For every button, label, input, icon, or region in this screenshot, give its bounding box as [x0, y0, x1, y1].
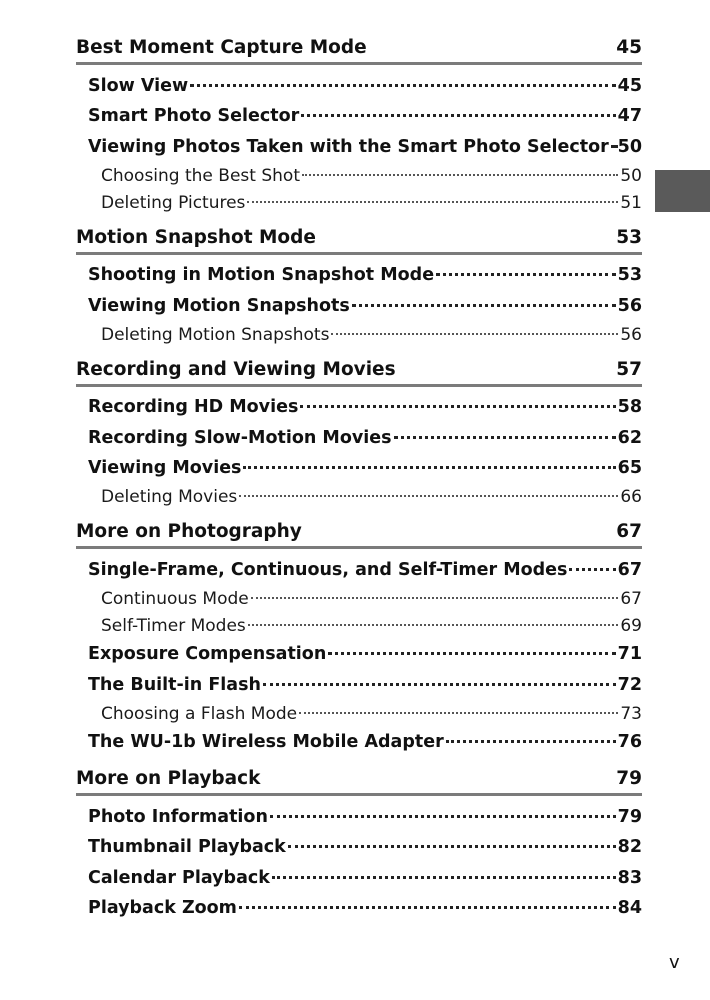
toc-section	[76, 356, 642, 511]
dot-leader	[251, 580, 619, 599]
dot-leader	[302, 157, 618, 176]
entry-title: Thumbnail Playback	[88, 837, 286, 857]
toc-section	[76, 34, 642, 216]
entry-page-number: 67	[620, 588, 642, 609]
entry-title: Playback Zoom	[88, 898, 237, 918]
entry-title: Deleting Pictures	[101, 192, 246, 213]
section-heading[interactable]	[76, 34, 642, 65]
entry-title: Choosing the Best Shot	[101, 165, 300, 186]
entry-page-number: 50	[620, 165, 642, 186]
entry-title: Deleting Movies	[101, 487, 238, 507]
table-of-contents	[76, 34, 642, 931]
entry-page-number: 65	[617, 458, 642, 478]
entry-title: Smart Photo Selector	[88, 106, 300, 126]
dot-leader	[270, 797, 616, 818]
entry-title: Recording HD Movies	[88, 397, 299, 417]
dot-leader	[272, 858, 616, 879]
entry-title: Calendar Playback	[88, 867, 270, 888]
dot-leader	[436, 256, 616, 277]
entry-page-number: 83	[617, 867, 642, 888]
entry-title: Viewing Motion Snapshots	[88, 295, 350, 316]
section-page-number: 79	[616, 768, 642, 789]
entry-page-number: 73	[620, 703, 642, 724]
toc-entry[interactable]	[76, 727, 642, 758]
section-page-number: 53	[616, 226, 642, 248]
toc-entry[interactable]	[76, 101, 642, 132]
dot-leader	[331, 316, 618, 335]
entry-page-number: 62	[617, 427, 642, 448]
section-title: Best Moment Capture Mode	[76, 37, 367, 58]
section-page-number: 45	[616, 37, 642, 58]
dot-leader	[352, 286, 616, 307]
entry-page-number: 69	[620, 615, 642, 636]
entry-page-number: 53	[617, 265, 642, 285]
section-heading[interactable]	[76, 356, 642, 387]
dot-leader	[300, 388, 615, 409]
chapter-thumb-tab	[655, 170, 710, 212]
toc-section	[76, 765, 642, 923]
dot-leader	[299, 695, 618, 714]
entry-title: Exposure Compensation	[88, 644, 327, 664]
section-title: More on Playback	[76, 768, 261, 789]
entry-title: The WU-1b Wireless Mobile Adapter	[88, 732, 444, 752]
toc-subentry[interactable]	[76, 483, 642, 510]
dot-leader	[611, 127, 616, 148]
entry-page-number: 56	[617, 295, 642, 316]
entry-page-number: 58	[617, 397, 642, 417]
dot-leader	[247, 184, 618, 203]
dot-leader	[446, 723, 616, 744]
entry-page-number: 82	[617, 837, 642, 857]
dot-leader	[569, 550, 615, 571]
section-page-number: 57	[616, 358, 642, 380]
entry-page-number: 71	[617, 644, 642, 664]
entry-page-number: 45	[617, 75, 642, 96]
section-heading[interactable]	[76, 765, 642, 796]
section-title: Recording and Viewing Movies	[76, 358, 396, 380]
toc-entry[interactable]	[76, 893, 642, 924]
entry-title: Shooting in Motion Snapshot Mode	[88, 265, 435, 285]
page-number: v	[669, 952, 680, 973]
entry-title: Choosing a Flash Mode	[101, 703, 298, 724]
entry-page-number: 76	[617, 732, 642, 752]
section-page-number: 67	[616, 521, 642, 542]
entry-page-number: 72	[617, 674, 642, 695]
entry-title: Single-Frame, Continuous, and Self-Timer Modes	[88, 559, 568, 580]
dot-leader	[239, 478, 618, 497]
toc-subentry[interactable]	[76, 321, 642, 348]
dot-leader	[243, 449, 615, 470]
toc-section	[76, 224, 642, 348]
section-title: More on Photography	[76, 521, 302, 542]
dot-leader	[263, 665, 616, 686]
entry-title: Recording Slow-Motion Movies	[88, 427, 392, 448]
toc-subentry[interactable]	[76, 189, 642, 216]
entry-page-number: 47	[617, 106, 642, 126]
entry-title: Continuous Mode	[101, 588, 249, 609]
entry-title: Self-Timer Modes	[101, 615, 246, 636]
section-heading[interactable]	[76, 518, 642, 549]
dot-leader	[248, 607, 619, 626]
entry-page-number: 67	[617, 559, 642, 580]
entry-title: Viewing Movies	[88, 458, 242, 478]
entry-page-number: 66	[620, 487, 642, 507]
entry-title: The Built-in Flash	[88, 674, 261, 695]
dot-leader	[288, 828, 616, 849]
entry-title: Photo Information	[88, 806, 268, 827]
dot-leader	[394, 418, 616, 439]
entry-title: Deleting Motion Snapshots	[101, 324, 330, 345]
toc-section	[76, 518, 642, 757]
entry-page-number: 84	[617, 898, 642, 918]
dot-leader	[190, 66, 615, 87]
entry-title: Viewing Photos Taken with the Smart Photo Selector	[88, 136, 609, 157]
dot-leader	[301, 97, 615, 118]
entry-page-number: 50	[617, 136, 642, 157]
dot-leader	[239, 889, 616, 910]
entry-page-number: 79	[617, 806, 642, 827]
section-title: Motion Snapshot Mode	[76, 226, 316, 248]
entry-title: Slow View	[88, 75, 189, 96]
section-heading[interactable]	[76, 224, 642, 255]
dot-leader	[328, 635, 615, 656]
entry-page-number: 56	[620, 324, 642, 345]
entry-page-number: 51	[620, 192, 642, 213]
